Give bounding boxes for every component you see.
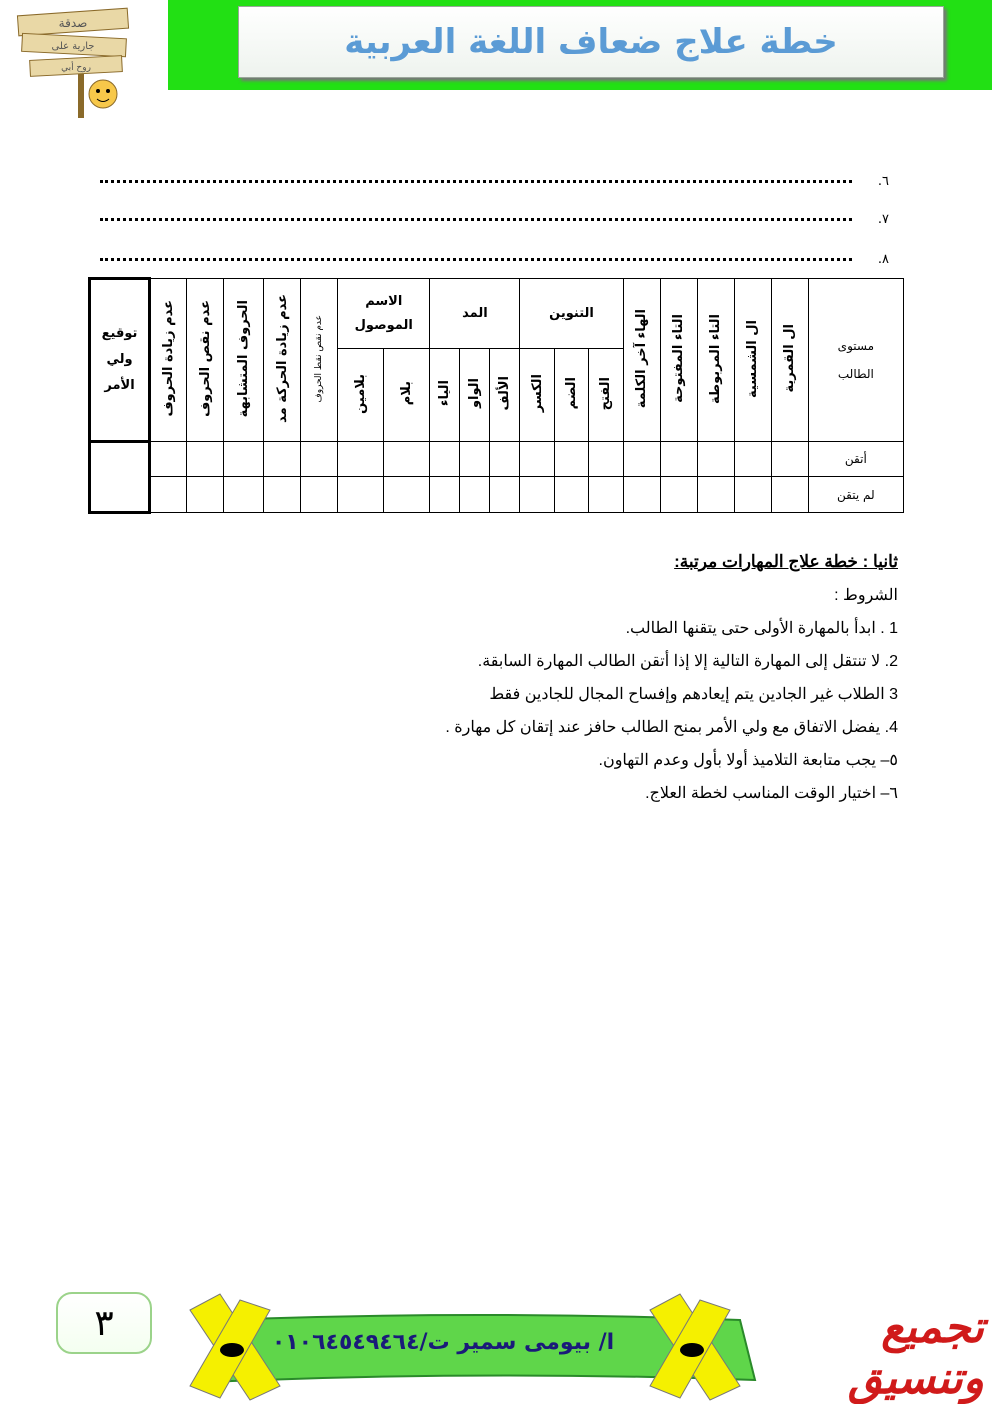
dotted-line-6 (100, 180, 852, 183)
skills-table (88, 277, 904, 514)
condition-item: 2. لا تنتقل إلى المهارة التالية إلا إذا أتقن الطالب المهارة السابقة. (477, 653, 898, 670)
line-number-7: ٧. (877, 212, 889, 227)
col-fath: الفتح (588, 349, 623, 442)
signature-header: توقيع ولي الأمر (90, 279, 150, 442)
col-taa-maftuha: التاء المفتوحة (660, 279, 697, 442)
col-ism-mawsul: الاسم الموصول (338, 279, 430, 349)
condition-item: 3 الطلاب غير الجادين يتم إيعادهم وإفساح المجال للجادين فقط (489, 686, 898, 703)
condition-item: 1 . ابدأ بالمهارة الأولى حتى يتقنها الطالب. (625, 620, 898, 637)
col-yaa: الياء (430, 349, 460, 442)
header-title-box (238, 6, 944, 78)
page-number: ٣ (94, 1302, 114, 1344)
conditions-label: الشروط : (834, 587, 898, 604)
condition-item: ٦– اختيار الوقت المناسب لخطة العلاج. (645, 785, 898, 802)
section-2 (298, 552, 898, 803)
line-number-8: ٨. (877, 252, 889, 267)
logo-sign-icon (8, 4, 158, 124)
credit-text: تجميع وتنسيق (848, 1302, 984, 1404)
col-haraka: عدم زيادة الحركة مد (264, 279, 301, 442)
col-tanween: التنوين (520, 279, 623, 349)
col-naqs: عدم نقص الحروف (187, 279, 224, 442)
logo-line-2: جارية على (51, 41, 95, 52)
col-nuqat: عدم نقص نقط الحروف (301, 279, 338, 442)
dotted-line-7 (100, 218, 852, 221)
col-alif: الألف (490, 349, 520, 442)
logo-line-3: روح أبي (61, 63, 91, 73)
col-waw: الواو (460, 349, 490, 442)
line-number-6: ٦. (877, 174, 889, 189)
table-row (90, 442, 904, 477)
condition-item: 4. يفضل الاتفاق مع ولي الأمر بمنح الطالب حافز عند إتقان كل مهارة . (445, 719, 898, 736)
col-mutashabiha: الحروف المتشابهة (224, 279, 264, 442)
col-haa: الهاء آخر الكلمة (623, 279, 660, 442)
row-label-not-mastered: لم يتقن (808, 477, 903, 513)
level-header: مستوى الطالب (808, 279, 903, 442)
page-number-box (56, 1292, 152, 1354)
dotted-line-8 (100, 258, 852, 261)
col-taa-marbuta: التاء المربوطة (697, 279, 734, 442)
logo-line-1: صدقة (58, 16, 88, 30)
condition-item: ٥– يجب متابعة التلاميذ أولا بأول وعدم التهاون. (598, 752, 898, 769)
col-with-lamain: بلامين (338, 349, 384, 442)
table-row (90, 477, 904, 513)
section-2-title: ثانيا : خطة علاج المهارات مرتبة: (674, 552, 898, 571)
col-ziyada: عدم زيادة الحروف (150, 279, 187, 442)
page-title: خطة علاج ضعاف اللغة العربية (344, 22, 838, 62)
col-damm: الضم (555, 349, 588, 442)
author-contact: ا/ بيومى سمير ت/٠١٠٦٤٥٤٩٤٦٤ (271, 1329, 615, 1355)
col-qamariya: ال القمرية (771, 279, 808, 442)
row-label-mastered: أتقن (808, 442, 903, 477)
col-shamsiya: ال الشمسية (734, 279, 771, 442)
col-with-lam: بلام (384, 349, 430, 442)
col-kasr: الكسر (520, 349, 555, 442)
col-madd: المد (430, 279, 520, 349)
signature-cell[interactable] (90, 442, 150, 513)
